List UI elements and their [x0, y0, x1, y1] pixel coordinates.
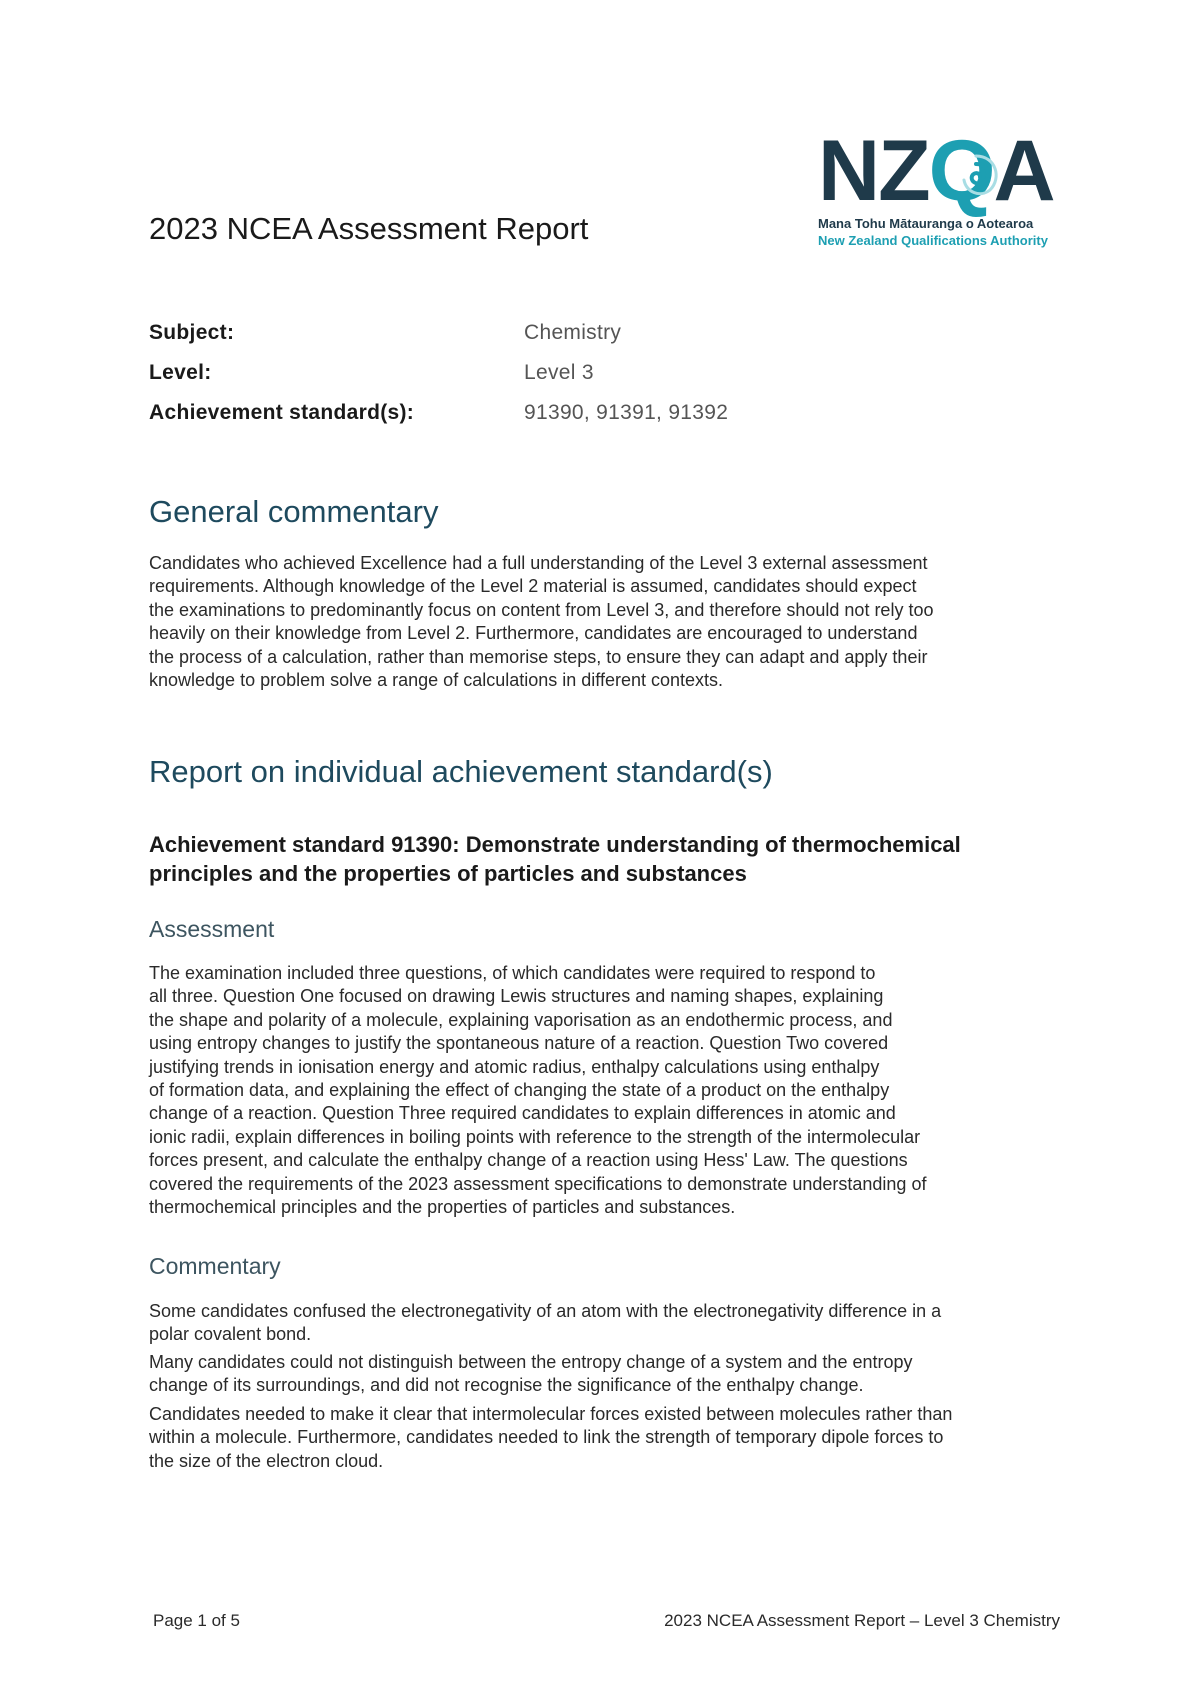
level-label: Level:	[149, 361, 212, 384]
text-line: covered the requirements of the 2023 assessment specifications to demonstrate understanding of	[149, 1173, 927, 1194]
general-commentary-heading: General commentary	[149, 494, 439, 529]
text-line: all three. Question One focused on drawing Lewis structures and naming shapes, explaining	[149, 986, 884, 1007]
text-line: of formation data, and explaining the effect of changing the state of a product on the enthalpy	[149, 1080, 890, 1101]
text-line: forces present, and calculate the enthalpy change of a reaction using Hess' Law. The questions	[149, 1150, 908, 1171]
logo-subtitle-english: New Zealand Qualifications Authority	[818, 233, 1048, 248]
standards-value: 91390, 91391, 91392	[524, 401, 729, 424]
standard-91390-heading	[149, 830, 1069, 888]
text-line: The examination included three questions, of which candidates were required to respond to	[149, 963, 876, 983]
standards-label: Achievement standard(s):	[149, 401, 415, 424]
level-value: Level 3	[524, 361, 594, 384]
text-line: change of a reaction. Question Three required candidates to explain differences in atomic and	[149, 1103, 896, 1124]
commentary-heading: Commentary	[149, 1253, 281, 1279]
text-line: using entropy changes to justify the spontaneous nature of a reaction. Question Two covered	[149, 1033, 889, 1054]
text-line: the shape and polarity of a molecule, explaining vaporisation as an endothermic process, and	[149, 1009, 893, 1030]
text-line: Many candidates could not distinguish between the entropy change of a system and the entropy	[149, 1352, 913, 1372]
text-line: justifying trends in ionisation energy and atomic radius, enthalpy calculations using enthalpy	[149, 1056, 880, 1077]
text-line: change of its surroundings, and did not recognise the significance of the enthalpy change.	[149, 1375, 864, 1396]
footer-running-title: 2023 NCEA Assessment Report – Level 3 Chemistry	[664, 1611, 1060, 1630]
text-line: the examinations to predominantly focus on content from Level 3, and therefore should not rely too	[149, 599, 934, 620]
assessment-heading: Assessment	[149, 916, 275, 942]
logo-wordmark: NZQA	[818, 123, 1054, 219]
text-line: Some candidates confused the electronegativity of an atom with the electronegativity difference in a	[149, 1301, 942, 1321]
text-line: thermochemical principles and the properties of particles and substances.	[149, 1197, 736, 1218]
text-line: knowledge to problem solve a range of calculations in different contexts.	[149, 670, 724, 691]
standard-heading-line: Achievement standard 91390: Demonstrate understanding of thermochemical	[149, 832, 961, 857]
text-line: Candidates needed to make it clear that intermolecular forces existed between molecules rather than	[149, 1404, 953, 1424]
nzqa-logo	[818, 123, 1058, 258]
text-line: within a molecule. Furthermore, candidates needed to link the strength of temporary dipole forces to	[149, 1427, 944, 1448]
page-number: Page 1 of 5	[153, 1611, 240, 1630]
assessment-text	[149, 962, 1069, 1219]
commentary-paragraph-3	[149, 1403, 1069, 1473]
text-line: ionic radii, explain differences in boiling points with reference to the strength of the intermolecular	[149, 1126, 921, 1147]
text-line: the process of a calculation, rather than memorise steps, to ensure they can adapt and apply their	[149, 646, 928, 667]
text-line: heavily on their knowledge from Level 2. Furthermore, candidates are encouraged to understand	[149, 623, 918, 644]
report-heading: Report on individual achievement standard(s)	[149, 754, 773, 789]
commentary-paragraph-2	[149, 1351, 1069, 1398]
standard-heading-line: principles and the properties of particles and substances	[149, 861, 747, 886]
subject-value: Chemistry	[524, 321, 622, 344]
text-line: requirements. Although knowledge of the Level 2 material is assumed, candidates should expect	[149, 576, 917, 597]
text-line: polar covalent bond.	[149, 1324, 312, 1345]
general-commentary-text	[149, 552, 1069, 692]
commentary-paragraph-1	[149, 1300, 1069, 1347]
document-title: 2023 NCEA Assessment Report	[149, 211, 589, 246]
logo-subtitle-maori: Mana Tohu Mātauranga o Aotearoa	[818, 216, 1034, 231]
text-line: the size of the electron cloud.	[149, 1450, 384, 1471]
text-line: Candidates who achieved Excellence had a full understanding of the Level 3 external assessment	[149, 553, 928, 573]
subject-label: Subject:	[149, 321, 235, 344]
